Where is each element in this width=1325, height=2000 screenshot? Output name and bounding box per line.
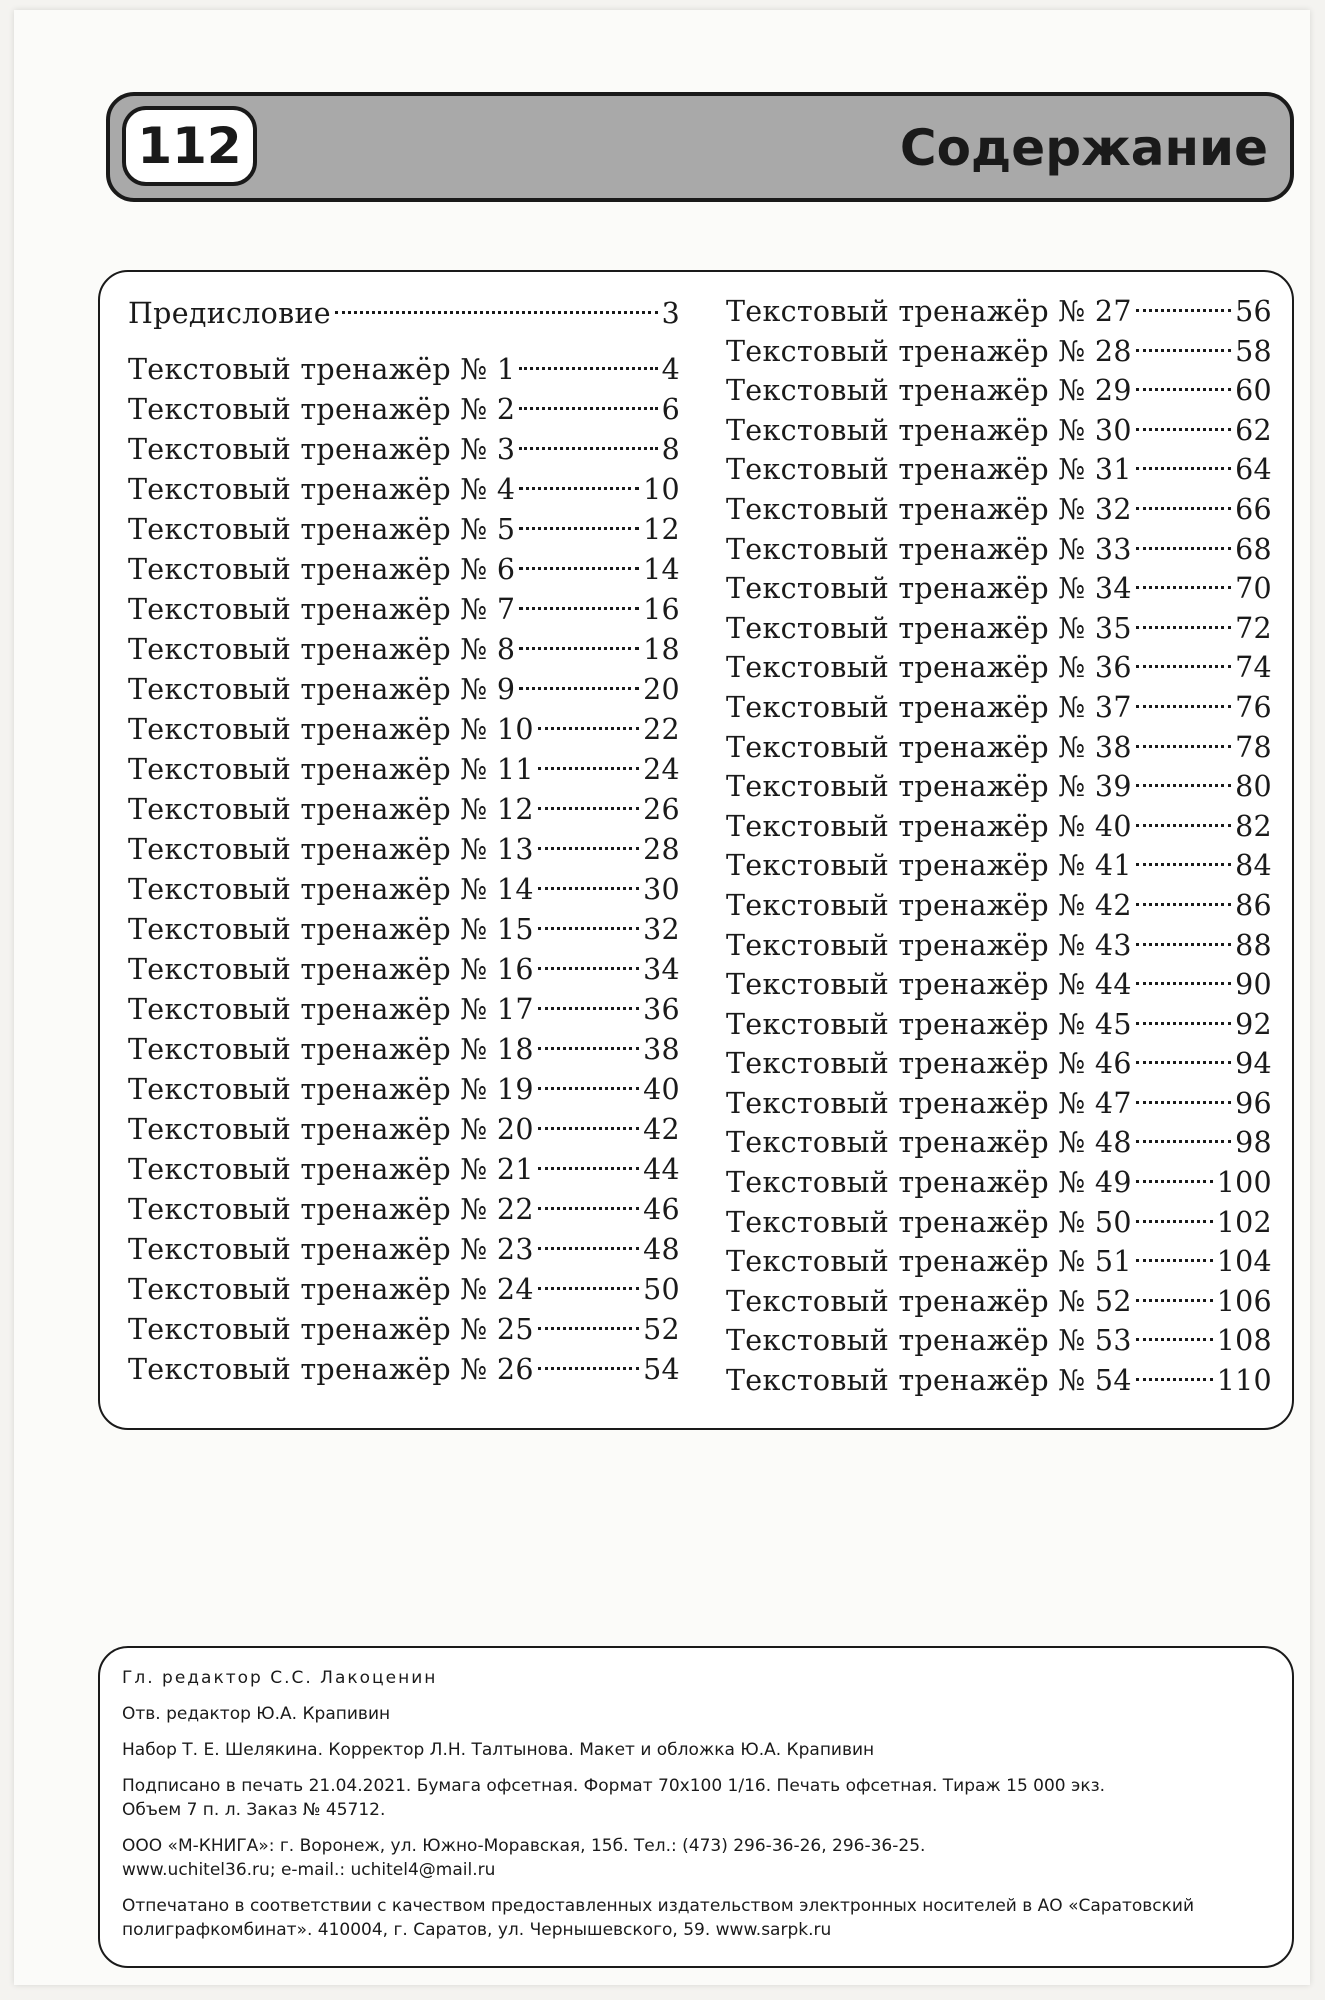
toc-entry (726, 490, 1272, 530)
toc-entry (726, 411, 1272, 451)
toc-entry-page: 98 (1235, 1126, 1272, 1160)
toc-leader-dots (538, 1167, 639, 1170)
toc-entry-page: 52 (643, 1313, 680, 1346)
toc-entry-title: Текстовый тренажёр № 32 (726, 492, 1132, 526)
toc-entry-title: Текстовый тренажёр № 28 (726, 334, 1132, 368)
toc-leader-dots (538, 1127, 639, 1130)
toc-entry-page: 108 (1216, 1324, 1272, 1358)
toc-entry-page: 56 (1235, 295, 1272, 328)
toc-entry (128, 910, 680, 950)
toc-entry-page: 54 (643, 1353, 680, 1386)
toc-entry-page: 66 (1235, 492, 1272, 526)
toc-entry-title: Текстовый тренажёр № 44 (726, 968, 1132, 1002)
toc-entry (726, 965, 1272, 1005)
toc-leader-dots (538, 1207, 639, 1210)
toc-entry (128, 510, 680, 550)
toc-leader-dots (519, 647, 639, 650)
toc-entry-title: Текстовый тренажёр № 12 (128, 793, 534, 826)
toc-entry-page: 104 (1216, 1245, 1272, 1279)
toc-entry (128, 390, 680, 430)
toc-entry-page: 64 (1235, 453, 1272, 487)
toc-entry-page: 22 (643, 713, 680, 746)
toc-entry-page: 74 (1235, 651, 1272, 685)
toc-entry-title: Текстовый тренажёр № 41 (726, 849, 1132, 883)
toc-entry-title: Текстовый тренажёр № 14 (128, 873, 534, 906)
toc-entry (726, 846, 1272, 886)
toc-entry-title: Текстовый тренажёр № 40 (726, 809, 1132, 843)
toc-leader-dots (538, 767, 639, 770)
imprint-printer-line2: полиграфкомбинат». 410004, г. Саратов, ул. Чернышевского, 59. www.sarpk.ru (122, 1920, 832, 1940)
toc-leader-dots (1136, 784, 1231, 787)
toc-entry-page: 10 (643, 473, 680, 506)
toc-entry (128, 670, 680, 710)
imprint-staff: Набор Т. Е. Шелякина. Корректор Л.Н. Талтынова. Макет и обложка Ю.А. Крапивин (122, 1740, 875, 1760)
toc-entry-page: 76 (1235, 690, 1272, 724)
toc-entry (128, 1030, 680, 1070)
toc-entry (128, 950, 680, 990)
toc-entry-page: 68 (1235, 532, 1272, 566)
toc-leader-dots (1136, 824, 1231, 827)
toc-entry-title: Текстовый тренажёр № 49 (726, 1166, 1132, 1200)
toc-entry-page: 82 (1235, 809, 1272, 843)
toc-leader-dots (538, 967, 639, 970)
toc-entry-page: 106 (1216, 1284, 1272, 1318)
toc-leader-dots (1136, 1061, 1231, 1064)
toc-entry (726, 1044, 1272, 1084)
toc-leader-dots (538, 847, 639, 850)
toc-entry-title: Текстовый тренажёр № 11 (128, 753, 534, 786)
toc-entry (128, 590, 680, 630)
toc-entry-page: 14 (643, 553, 680, 586)
toc-entry-title: Текстовый тренажёр № 43 (726, 928, 1132, 962)
toc-entry-title: Текстовый тренажёр № 16 (128, 953, 534, 986)
toc-entry-title: Текстовый тренажёр № 45 (726, 1007, 1132, 1041)
toc-entry-title: Текстовый тренажёр № 13 (128, 833, 534, 866)
page-header (106, 92, 1294, 202)
toc-leader-dots (538, 1047, 639, 1050)
toc-entry-page: 16 (643, 593, 680, 626)
imprint-chief-editor: Гл. редактор С.С. Лакоценин (122, 1668, 438, 1688)
toc-entry (726, 1203, 1272, 1243)
toc-entry-page: 48 (643, 1233, 680, 1266)
toc-entry-page: 3 (661, 297, 680, 330)
toc-entry (128, 1150, 680, 1190)
toc-entry (726, 1123, 1272, 1163)
toc-entry-page: 62 (1235, 413, 1272, 447)
toc-leader-dots (1136, 349, 1231, 352)
page-title: Содержание (899, 119, 1268, 177)
toc-entry-page: 70 (1235, 572, 1272, 606)
toc-entry-page: 102 (1216, 1205, 1272, 1239)
toc-entry (128, 790, 680, 830)
toc-entry-title: Текстовый тренажёр № 24 (128, 1273, 534, 1306)
toc-entry (726, 886, 1272, 926)
toc-entry-title: Текстовый тренажёр № 27 (726, 295, 1132, 328)
toc-entry-title: Текстовый тренажёр № 17 (128, 993, 534, 1026)
toc-leader-dots (1136, 745, 1231, 748)
toc-leader-dots (1136, 1259, 1213, 1262)
book-page (14, 10, 1310, 1985)
toc-entry (128, 1230, 680, 1270)
toc-entry (726, 807, 1272, 847)
toc-entry-title: Текстовый тренажёр № 34 (726, 572, 1132, 606)
toc-entry-page: 38 (643, 1033, 680, 1066)
toc-leader-dots (519, 367, 657, 370)
toc-leader-dots (335, 311, 658, 314)
toc-entry-page: 86 (1235, 888, 1272, 922)
toc-leader-dots (1136, 309, 1231, 312)
toc-leader-dots (1136, 705, 1231, 708)
toc-entry (726, 1163, 1272, 1203)
toc-entry (726, 767, 1272, 807)
toc-entry-title: Текстовый тренажёр № 42 (726, 888, 1132, 922)
toc-entry (128, 1190, 680, 1230)
toc-column-right (726, 292, 1272, 1401)
toc-leader-dots (538, 1087, 639, 1090)
toc-entry-title: Текстовый тренажёр № 47 (726, 1086, 1132, 1120)
toc-entry (726, 1361, 1272, 1401)
toc-entry-title: Текстовый тренажёр № 38 (726, 730, 1132, 764)
toc-entry (726, 569, 1272, 609)
toc-entry (128, 1070, 680, 1110)
toc-leader-dots (1136, 1299, 1213, 1302)
toc-leader-dots (519, 687, 639, 690)
toc-entry (726, 728, 1272, 768)
toc-entry-title: Текстовый тренажёр № 22 (128, 1193, 534, 1226)
toc-entry (128, 710, 680, 750)
toc-entry-page: 36 (643, 993, 680, 1026)
toc-leader-dots (538, 1327, 639, 1330)
toc-entry-title: Текстовый тренажёр № 5 (128, 513, 516, 546)
toc-entry (726, 1084, 1272, 1124)
toc-leader-dots (519, 487, 639, 490)
toc-entry-title: Текстовый тренажёр № 1 (128, 353, 516, 386)
toc-leader-dots (1136, 586, 1231, 589)
toc-entry (128, 350, 680, 390)
toc-entry (726, 1242, 1272, 1282)
toc-entry-title: Текстовый тренажёр № 25 (128, 1313, 534, 1346)
toc-entry (726, 450, 1272, 490)
toc-entry-title: Текстовый тренажёр № 33 (726, 532, 1132, 566)
toc-entry-title: Текстовый тренажёр № 46 (726, 1047, 1132, 1081)
toc-entry-page: 32 (643, 913, 680, 946)
toc-entry (726, 1282, 1272, 1322)
toc-entry-title: Текстовый тренажёр № 37 (726, 690, 1132, 724)
toc-entry (128, 1310, 680, 1350)
toc-entry-title: Текстовый тренажёр № 3 (128, 433, 516, 466)
toc-entry-title: Текстовый тренажёр № 35 (726, 611, 1132, 645)
toc-entry (726, 292, 1272, 332)
toc-entry (128, 990, 680, 1030)
toc-entry (128, 630, 680, 670)
toc-leader-dots (1136, 943, 1231, 946)
toc-leader-dots (1136, 507, 1231, 510)
toc-entry-title: Текстовый тренажёр № 6 (128, 553, 516, 586)
toc-entry (128, 294, 680, 334)
toc-entry (128, 1350, 680, 1390)
toc-entry (726, 688, 1272, 728)
toc-leader-dots (519, 567, 639, 570)
toc-entry (128, 750, 680, 790)
imprint-editor: Отв. редактор Ю.А. Крапивин (122, 1704, 391, 1724)
toc-entry-page: 40 (643, 1073, 680, 1106)
toc-entry-page: 110 (1216, 1364, 1272, 1398)
toc-leader-dots (1136, 428, 1231, 431)
toc-entry-title: Текстовый тренажёр № 8 (128, 633, 516, 666)
toc-entry (128, 550, 680, 590)
toc-leader-dots (1136, 1140, 1231, 1143)
toc-entry-title: Предисловие (128, 297, 331, 330)
toc-entry-title: Текстовый тренажёр № 30 (726, 413, 1132, 447)
toc-entry-page: 100 (1216, 1166, 1272, 1200)
toc-leader-dots (1136, 1101, 1231, 1104)
toc-entry-title: Текстовый тренажёр № 31 (726, 453, 1132, 487)
toc-entry-page: 96 (1235, 1086, 1272, 1120)
toc-entry-page: 60 (1235, 374, 1272, 408)
toc-entry-page: 46 (643, 1193, 680, 1226)
toc-entry-page: 42 (643, 1113, 680, 1146)
toc-entry (726, 371, 1272, 411)
toc-leader-dots (538, 1367, 639, 1370)
toc-leader-dots (1136, 467, 1231, 470)
toc-entry-title: Текстовый тренажёр № 4 (128, 473, 516, 506)
toc-entry-page: 8 (661, 433, 680, 466)
toc-leader-dots (1136, 903, 1231, 906)
toc-leader-dots (1136, 388, 1231, 391)
toc-entry (128, 1270, 680, 1310)
toc-entry (726, 332, 1272, 372)
toc-entry-page: 88 (1235, 928, 1272, 962)
imprint-printer-line1: Отпечатано в соответствии с качеством предоставленных издательством электронных носителей в АО «Саратовский (122, 1896, 1195, 1916)
table-of-contents (98, 270, 1294, 1430)
toc-entry-page: 4 (661, 353, 680, 386)
toc-leader-dots (538, 1007, 639, 1010)
toc-entry-page: 92 (1235, 1007, 1272, 1041)
toc-entry-title: Текстовый тренажёр № 53 (726, 1324, 1132, 1358)
toc-entry-page: 80 (1235, 770, 1272, 804)
toc-entry-page: 90 (1235, 968, 1272, 1002)
toc-entry-title: Текстовый тренажёр № 7 (128, 593, 516, 626)
toc-entry (128, 870, 680, 910)
imprint-contacts: www.uchitel36.ru; e-mail.: uchitel4@mail.ru (122, 1860, 496, 1880)
toc-entry (726, 1321, 1272, 1361)
toc-leader-dots (1136, 547, 1231, 550)
toc-entry (128, 470, 680, 510)
toc-entry (726, 530, 1272, 570)
toc-leader-dots (519, 447, 657, 450)
toc-entry-title: Текстовый тренажёр № 39 (726, 770, 1132, 804)
toc-entry-title: Текстовый тренажёр № 48 (726, 1126, 1132, 1160)
toc-leader-dots (538, 1247, 639, 1250)
toc-entry-page: 94 (1235, 1047, 1272, 1081)
toc-entry-title: Текстовый тренажёр № 52 (726, 1284, 1132, 1318)
toc-entry-title: Текстовый тренажёр № 23 (128, 1233, 534, 1266)
toc-leader-dots (538, 887, 639, 890)
toc-entry-title: Текстовый тренажёр № 2 (128, 393, 516, 426)
toc-entry-page: 84 (1235, 849, 1272, 883)
toc-entry (726, 648, 1272, 688)
toc-leader-dots (519, 607, 639, 610)
toc-entry-title: Текстовый тренажёр № 19 (128, 1073, 534, 1106)
toc-entry (726, 1005, 1272, 1045)
toc-leader-dots (1136, 1180, 1213, 1183)
toc-entry-title: Текстовый тренажёр № 15 (128, 913, 534, 946)
toc-entry (128, 430, 680, 470)
toc-leader-dots (538, 927, 639, 930)
toc-entry-title: Текстовый тренажёр № 9 (128, 673, 516, 706)
toc-entry-title: Текстовый тренажёр № 18 (128, 1033, 534, 1066)
toc-leader-dots (1136, 982, 1231, 985)
toc-leader-dots (1136, 626, 1231, 629)
toc-entry-title: Текстовый тренажёр № 51 (726, 1245, 1132, 1279)
toc-leader-dots (538, 1287, 639, 1290)
imprint-print-info: Подписано в печать 21.04.2021. Бумага офсетная. Формат 70х100 1/16. Печать офсетная. Тираж 15 000 экз. (122, 1776, 1106, 1796)
toc-entry (128, 1110, 680, 1150)
toc-entry (726, 609, 1272, 649)
toc-entry-title: Текстовый тренажёр № 20 (128, 1113, 534, 1146)
toc-entry-page: 58 (1235, 334, 1272, 368)
toc-entry-page: 20 (643, 673, 680, 706)
toc-entry-page: 30 (643, 873, 680, 906)
toc-leader-dots (538, 807, 639, 810)
toc-entry-title: Текстовый тренажёр № 29 (726, 374, 1132, 408)
toc-entry-page: 78 (1235, 730, 1272, 764)
toc-leader-dots (1136, 1378, 1213, 1381)
toc-leader-dots (1136, 1220, 1213, 1223)
toc-entry-title: Текстовый тренажёр № 36 (726, 651, 1132, 685)
toc-entry-title: Текстовый тренажёр № 50 (726, 1205, 1132, 1239)
toc-entry-page: 72 (1235, 611, 1272, 645)
toc-entry-page: 26 (643, 793, 680, 826)
toc-entry-page: 24 (643, 753, 680, 786)
toc-entry-page: 44 (643, 1153, 680, 1186)
imprint-publisher: ООО «М-КНИГА»: г. Воронеж, ул. Южно-Моравская, 15б. Тел.: (473) 296-36-26, 296-36-25. (122, 1836, 926, 1856)
toc-leader-dots (1136, 1338, 1213, 1341)
toc-leader-dots (538, 727, 639, 730)
imprint-box (98, 1646, 1294, 1968)
toc-entry-page: 6 (661, 393, 680, 426)
toc-leader-dots (519, 527, 639, 530)
toc-entry (128, 830, 680, 870)
toc-entry-title: Текстовый тренажёр № 26 (128, 1353, 534, 1386)
toc-entry-page: 18 (643, 633, 680, 666)
toc-leader-dots (1136, 1022, 1231, 1025)
imprint-volume: Объем 7 п. л. Заказ № 45712. (122, 1800, 386, 1820)
toc-entry (726, 926, 1272, 966)
toc-entry-page: 28 (643, 833, 680, 866)
page-number: 112 (122, 106, 257, 186)
toc-column-left (128, 294, 680, 1390)
toc-entry-page: 34 (643, 953, 680, 986)
toc-entry-page: 50 (643, 1273, 680, 1306)
toc-entry-title: Текстовый тренажёр № 54 (726, 1364, 1132, 1398)
toc-entry-page: 12 (643, 513, 680, 546)
toc-leader-dots (1136, 863, 1231, 866)
toc-entry-title: Текстовый тренажёр № 21 (128, 1153, 534, 1186)
toc-entry-title: Текстовый тренажёр № 10 (128, 713, 534, 746)
toc-leader-dots (519, 407, 657, 410)
toc-leader-dots (1136, 665, 1231, 668)
